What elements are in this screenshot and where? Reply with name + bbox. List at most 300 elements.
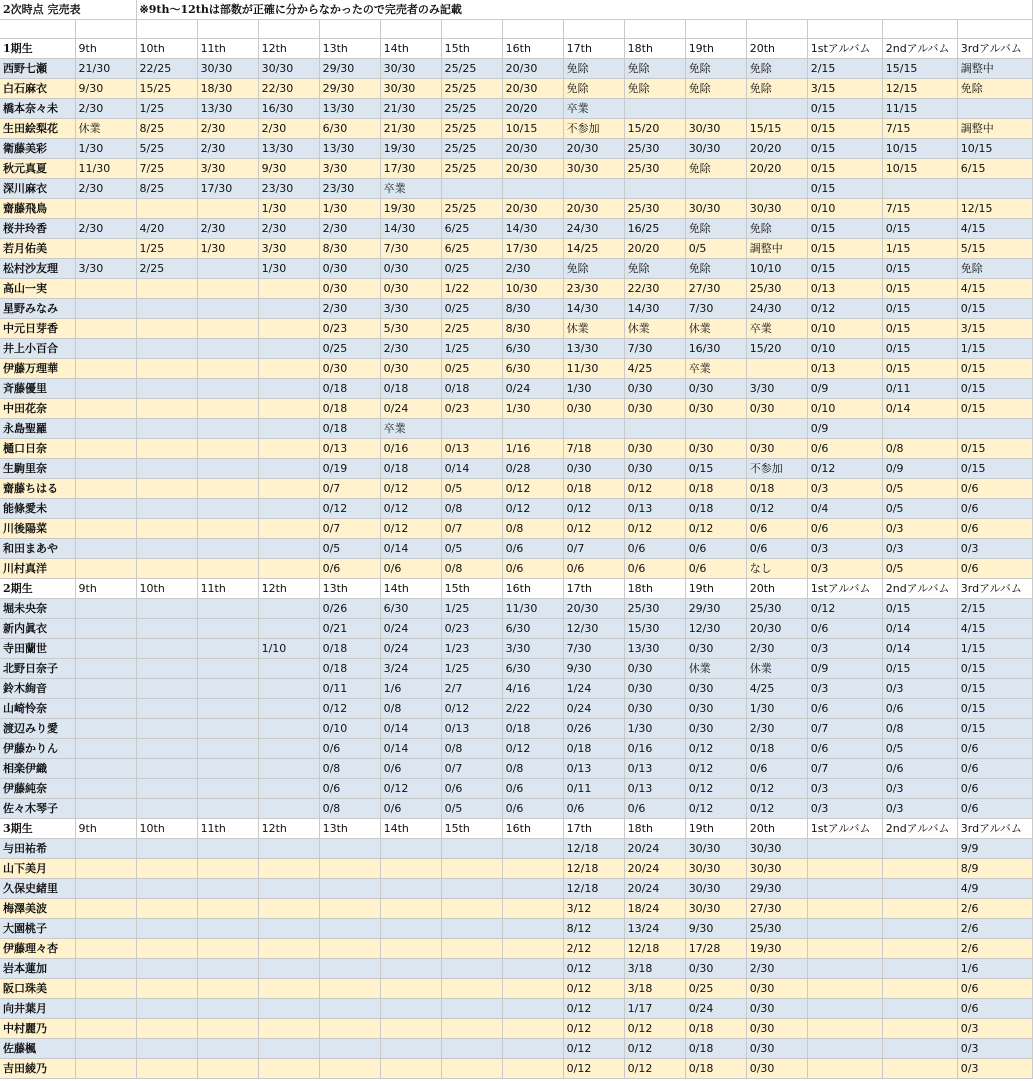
sales-cell[interactable]: [380, 859, 441, 879]
sales-cell[interactable]: 15/15: [882, 59, 957, 79]
sales-cell[interactable]: 休業: [746, 659, 807, 679]
sales-cell[interactable]: 0/6: [957, 559, 1032, 579]
member-name-cell[interactable]: 永島聖羅: [0, 419, 75, 439]
sales-cell[interactable]: 0/6: [746, 759, 807, 779]
sales-cell[interactable]: 0/5: [441, 539, 502, 559]
sales-cell[interactable]: 0/3: [882, 679, 957, 699]
sales-cell[interactable]: [319, 859, 380, 879]
sales-cell[interactable]: 2/30: [502, 259, 563, 279]
column-header[interactable]: 11th: [197, 39, 258, 59]
sales-cell[interactable]: 16/30: [258, 99, 319, 119]
sales-cell[interactable]: 0/6: [380, 759, 441, 779]
sales-cell[interactable]: 11/15: [882, 99, 957, 119]
sales-cell[interactable]: [380, 959, 441, 979]
sales-cell[interactable]: [197, 919, 258, 939]
empty-cell[interactable]: [563, 20, 624, 39]
sales-cell[interactable]: 8/9: [957, 859, 1032, 879]
sales-cell[interactable]: 8/25: [136, 119, 197, 139]
sales-cell[interactable]: 17/30: [197, 179, 258, 199]
sales-cell[interactable]: 0/7: [807, 759, 882, 779]
sales-cell[interactable]: [957, 179, 1032, 199]
sales-cell[interactable]: 免除: [746, 59, 807, 79]
sales-cell[interactable]: 免除: [685, 79, 746, 99]
sales-cell[interactable]: 0/24: [502, 379, 563, 399]
sales-cell[interactable]: 0/6: [441, 779, 502, 799]
sales-cell[interactable]: [807, 979, 882, 999]
empty-cell[interactable]: [136, 20, 197, 39]
sales-cell[interactable]: [882, 979, 957, 999]
member-name-cell[interactable]: 和田まあや: [0, 539, 75, 559]
sales-cell[interactable]: [136, 999, 197, 1019]
sales-cell[interactable]: [75, 839, 136, 859]
sales-cell[interactable]: [75, 619, 136, 639]
sales-cell[interactable]: 0/25: [685, 979, 746, 999]
sales-cell[interactable]: 0/3: [807, 679, 882, 699]
sales-cell[interactable]: 不参加: [746, 459, 807, 479]
sales-cell[interactable]: 0/6: [380, 559, 441, 579]
sales-cell[interactable]: 0/14: [882, 619, 957, 639]
sales-cell[interactable]: [807, 959, 882, 979]
column-header[interactable]: 12th: [258, 579, 319, 599]
sales-cell[interactable]: 0/3: [957, 1019, 1032, 1039]
sales-cell[interactable]: 0/24: [563, 699, 624, 719]
sales-cell[interactable]: 0/12: [380, 499, 441, 519]
sales-cell[interactable]: [197, 419, 258, 439]
sales-cell[interactable]: 25/25: [441, 59, 502, 79]
sales-cell[interactable]: 免除: [624, 79, 685, 99]
sales-cell[interactable]: [380, 939, 441, 959]
column-header[interactable]: 16th: [502, 819, 563, 839]
sales-cell[interactable]: [136, 379, 197, 399]
sales-cell[interactable]: 卒業: [746, 319, 807, 339]
sales-cell[interactable]: [502, 899, 563, 919]
sales-cell[interactable]: 0/6: [502, 559, 563, 579]
sales-cell[interactable]: 0/6: [319, 779, 380, 799]
sales-cell[interactable]: 1/30: [319, 199, 380, 219]
sales-cell[interactable]: 免除: [746, 219, 807, 239]
sales-cell[interactable]: 4/25: [624, 359, 685, 379]
sales-cell[interactable]: 2/15: [957, 599, 1032, 619]
column-header[interactable]: 14th: [380, 579, 441, 599]
sales-cell[interactable]: [75, 299, 136, 319]
column-header[interactable]: 3rdアルバム: [957, 579, 1032, 599]
sales-cell[interactable]: 0/12: [563, 1059, 624, 1079]
member-name-cell[interactable]: 川後陽菜: [0, 519, 75, 539]
sales-cell[interactable]: [75, 439, 136, 459]
sales-cell[interactable]: 9/30: [258, 159, 319, 179]
sales-cell[interactable]: 7/30: [685, 299, 746, 319]
sales-cell[interactable]: 0/12: [746, 499, 807, 519]
sales-cell[interactable]: 30/30: [380, 79, 441, 99]
sales-cell[interactable]: 0/15: [882, 259, 957, 279]
sales-cell[interactable]: 25/30: [624, 599, 685, 619]
sales-cell[interactable]: [136, 399, 197, 419]
member-name-cell[interactable]: 堀未央奈: [0, 599, 75, 619]
sales-cell[interactable]: 0/10: [807, 199, 882, 219]
sales-cell[interactable]: 15/30: [624, 619, 685, 639]
member-name-cell[interactable]: 吉田綾乃: [0, 1059, 75, 1079]
member-name-cell[interactable]: 阪口珠美: [0, 979, 75, 999]
sales-cell[interactable]: 0/18: [319, 659, 380, 679]
sales-cell[interactable]: [75, 459, 136, 479]
sales-cell[interactable]: 0/15: [957, 719, 1032, 739]
sales-cell[interactable]: [75, 899, 136, 919]
sales-cell[interactable]: 17/28: [685, 939, 746, 959]
sales-cell[interactable]: 0/6: [319, 739, 380, 759]
sales-cell[interactable]: 0/3: [882, 519, 957, 539]
sales-cell[interactable]: 0/30: [746, 999, 807, 1019]
empty-cell[interactable]: [319, 20, 380, 39]
sales-cell[interactable]: 0/7: [441, 759, 502, 779]
sales-cell[interactable]: [258, 299, 319, 319]
member-name-cell[interactable]: 山崎怜奈: [0, 699, 75, 719]
sales-cell[interactable]: [258, 519, 319, 539]
sales-cell[interactable]: 0/8: [380, 699, 441, 719]
sales-cell[interactable]: 6/30: [502, 619, 563, 639]
sales-cell[interactable]: 0/3: [882, 799, 957, 819]
sales-cell[interactable]: 0/14: [380, 539, 441, 559]
sales-cell[interactable]: [441, 959, 502, 979]
sales-cell[interactable]: 0/18: [563, 479, 624, 499]
sales-cell[interactable]: 30/30: [258, 59, 319, 79]
sales-cell[interactable]: [258, 599, 319, 619]
sales-cell[interactable]: 5/25: [136, 139, 197, 159]
sales-cell[interactable]: 0/12: [502, 499, 563, 519]
sales-cell[interactable]: [136, 839, 197, 859]
sales-cell[interactable]: 0/24: [685, 999, 746, 1019]
sales-cell[interactable]: [197, 959, 258, 979]
sales-cell[interactable]: 1/25: [136, 239, 197, 259]
sales-cell[interactable]: 0/10: [319, 719, 380, 739]
sales-cell[interactable]: [957, 99, 1032, 119]
empty-cell[interactable]: [685, 20, 746, 39]
sales-cell[interactable]: [319, 839, 380, 859]
sales-cell[interactable]: [136, 1059, 197, 1079]
sales-cell[interactable]: 0/15: [957, 359, 1032, 379]
member-name-cell[interactable]: 伊藤万理華: [0, 359, 75, 379]
sales-cell[interactable]: [75, 699, 136, 719]
sales-cell[interactable]: 免除: [563, 59, 624, 79]
sales-cell[interactable]: 3/30: [319, 159, 380, 179]
sales-cell[interactable]: [319, 979, 380, 999]
sales-cell[interactable]: 3/30: [197, 159, 258, 179]
sales-cell[interactable]: 1/30: [197, 239, 258, 259]
column-header[interactable]: 1stアルバム: [807, 39, 882, 59]
sales-cell[interactable]: [197, 259, 258, 279]
sales-cell[interactable]: 15/20: [624, 119, 685, 139]
sales-cell[interactable]: [75, 499, 136, 519]
sales-cell[interactable]: 0/30: [624, 399, 685, 419]
sales-cell[interactable]: 12/18: [563, 839, 624, 859]
sales-cell[interactable]: 0/18: [380, 459, 441, 479]
empty-cell[interactable]: [502, 20, 563, 39]
sales-cell[interactable]: 0/30: [746, 439, 807, 459]
empty-cell[interactable]: [75, 20, 136, 39]
sales-cell[interactable]: 19/30: [746, 939, 807, 959]
sales-cell[interactable]: 14/30: [380, 219, 441, 239]
sales-cell[interactable]: 1/22: [441, 279, 502, 299]
sales-cell[interactable]: 0/30: [685, 399, 746, 419]
sales-cell[interactable]: 2/25: [441, 319, 502, 339]
sales-cell[interactable]: 16/25: [624, 219, 685, 239]
sales-cell[interactable]: [136, 739, 197, 759]
sales-cell[interactable]: 8/30: [502, 319, 563, 339]
sales-cell[interactable]: [197, 1039, 258, 1059]
sales-cell[interactable]: [258, 959, 319, 979]
sales-cell[interactable]: [75, 859, 136, 879]
sales-cell[interactable]: 4/25: [746, 679, 807, 699]
sales-cell[interactable]: 0/18: [685, 1019, 746, 1039]
column-header[interactable]: 18th: [624, 819, 685, 839]
sales-cell[interactable]: 2/30: [258, 219, 319, 239]
sales-cell[interactable]: [685, 419, 746, 439]
sales-cell[interactable]: 25/25: [441, 159, 502, 179]
member-name-cell[interactable]: 樋口日奈: [0, 439, 75, 459]
sales-cell[interactable]: 8/25: [136, 179, 197, 199]
sales-cell[interactable]: 1/30: [258, 199, 319, 219]
member-name-cell[interactable]: 渡辺みり愛: [0, 719, 75, 739]
sales-cell[interactable]: 2/15: [807, 59, 882, 79]
member-name-cell[interactable]: 伊藤かりん: [0, 739, 75, 759]
sales-cell[interactable]: 0/15: [807, 99, 882, 119]
sales-cell[interactable]: 卒業: [380, 179, 441, 199]
sales-cell[interactable]: 0/10: [807, 339, 882, 359]
sales-cell[interactable]: 30/30: [685, 899, 746, 919]
sales-cell[interactable]: 0/26: [319, 599, 380, 619]
sales-cell[interactable]: [75, 979, 136, 999]
sales-cell[interactable]: 0/15: [957, 659, 1032, 679]
sales-cell[interactable]: 7/30: [563, 639, 624, 659]
sales-cell[interactable]: 7/30: [624, 339, 685, 359]
sales-cell[interactable]: 0/12: [685, 519, 746, 539]
sales-cell[interactable]: [380, 919, 441, 939]
sales-cell[interactable]: 0/23: [441, 619, 502, 639]
column-header[interactable]: 11th: [197, 579, 258, 599]
member-name-cell[interactable]: 斉藤優里: [0, 379, 75, 399]
sales-cell[interactable]: [136, 359, 197, 379]
sales-cell[interactable]: [380, 999, 441, 1019]
sales-cell[interactable]: 0/15: [882, 299, 957, 319]
sales-cell[interactable]: [502, 1019, 563, 1039]
sales-cell[interactable]: 0/7: [563, 539, 624, 559]
sales-cell[interactable]: 0/6: [882, 759, 957, 779]
sales-cell[interactable]: [882, 939, 957, 959]
sales-cell[interactable]: [75, 199, 136, 219]
sales-cell[interactable]: 13/30: [197, 99, 258, 119]
sales-cell[interactable]: 0/30: [380, 359, 441, 379]
sales-cell[interactable]: 3/30: [75, 259, 136, 279]
sales-cell[interactable]: [502, 179, 563, 199]
sales-cell[interactable]: 2/6: [957, 939, 1032, 959]
sales-cell[interactable]: [258, 679, 319, 699]
sales-cell[interactable]: [807, 1019, 882, 1039]
empty-cell[interactable]: [441, 20, 502, 39]
sales-cell[interactable]: 13/30: [258, 139, 319, 159]
empty-cell[interactable]: [957, 20, 1032, 39]
sales-cell[interactable]: 卒業: [685, 359, 746, 379]
sales-cell[interactable]: 11/30: [502, 599, 563, 619]
sales-cell[interactable]: 0/6: [746, 539, 807, 559]
sales-cell[interactable]: [258, 699, 319, 719]
sales-cell[interactable]: [258, 359, 319, 379]
sales-cell[interactable]: なし: [746, 559, 807, 579]
sales-cell[interactable]: 0/21: [319, 619, 380, 639]
sales-cell[interactable]: 0/13: [563, 759, 624, 779]
sales-cell[interactable]: [502, 1039, 563, 1059]
sales-cell[interactable]: 30/30: [197, 59, 258, 79]
sales-cell[interactable]: [197, 759, 258, 779]
sales-cell[interactable]: [75, 1059, 136, 1079]
member-name-cell[interactable]: 川村真洋: [0, 559, 75, 579]
sales-cell[interactable]: 0/5: [882, 499, 957, 519]
sales-cell[interactable]: 10/15: [957, 139, 1032, 159]
sales-cell[interactable]: [258, 1059, 319, 1079]
sales-cell[interactable]: [380, 1059, 441, 1079]
sales-cell[interactable]: 4/15: [957, 279, 1032, 299]
sales-cell[interactable]: 3/30: [258, 239, 319, 259]
sales-cell[interactable]: [197, 1019, 258, 1039]
sales-cell[interactable]: 0/12: [685, 779, 746, 799]
sales-cell[interactable]: 23/30: [258, 179, 319, 199]
sales-cell[interactable]: 23/30: [319, 179, 380, 199]
sales-cell[interactable]: [197, 879, 258, 899]
sales-cell[interactable]: 7/30: [380, 239, 441, 259]
sales-cell[interactable]: [75, 919, 136, 939]
sales-cell[interactable]: [75, 639, 136, 659]
member-name-cell[interactable]: 衛藤美彩: [0, 139, 75, 159]
sales-cell[interactable]: 6/30: [502, 339, 563, 359]
sales-cell[interactable]: 0/30: [685, 639, 746, 659]
sales-cell[interactable]: 30/30: [746, 199, 807, 219]
sales-cell[interactable]: [136, 1019, 197, 1039]
sales-cell[interactable]: 0/9: [882, 459, 957, 479]
sales-cell[interactable]: 0/9: [807, 379, 882, 399]
sales-cell[interactable]: 0/12: [685, 759, 746, 779]
sales-cell[interactable]: 0/13: [441, 719, 502, 739]
sales-cell[interactable]: 10/15: [882, 139, 957, 159]
section-label[interactable]: 2期生: [0, 579, 75, 599]
column-header[interactable]: 19th: [685, 39, 746, 59]
sales-cell[interactable]: 0/18: [319, 399, 380, 419]
empty-cell[interactable]: [807, 20, 882, 39]
member-name-cell[interactable]: 若月佑美: [0, 239, 75, 259]
member-name-cell[interactable]: 相楽伊織: [0, 759, 75, 779]
sales-cell[interactable]: 20/20: [746, 159, 807, 179]
sales-cell[interactable]: 0/30: [319, 259, 380, 279]
sales-cell[interactable]: 8/30: [502, 299, 563, 319]
column-header[interactable]: 19th: [685, 819, 746, 839]
sales-cell[interactable]: [319, 959, 380, 979]
sales-cell[interactable]: 免除: [624, 259, 685, 279]
sales-cell[interactable]: 0/30: [624, 699, 685, 719]
column-header[interactable]: 16th: [502, 39, 563, 59]
sales-cell[interactable]: 2/30: [75, 219, 136, 239]
column-header[interactable]: 2ndアルバム: [882, 579, 957, 599]
section-label[interactable]: 3期生: [0, 819, 75, 839]
sales-cell[interactable]: 29/30: [685, 599, 746, 619]
sales-cell[interactable]: 0/15: [807, 259, 882, 279]
member-name-cell[interactable]: 久保史緒里: [0, 879, 75, 899]
sales-cell[interactable]: 20/24: [624, 839, 685, 859]
member-name-cell[interactable]: 中元日芽香: [0, 319, 75, 339]
sales-cell[interactable]: 12/30: [685, 619, 746, 639]
sales-cell[interactable]: 1/17: [624, 999, 685, 1019]
sales-cell[interactable]: 0/30: [319, 279, 380, 299]
sales-cell[interactable]: [258, 759, 319, 779]
sales-cell[interactable]: [807, 1039, 882, 1059]
sales-cell[interactable]: 0/18: [563, 739, 624, 759]
column-header[interactable]: 18th: [624, 579, 685, 599]
sales-cell[interactable]: 0/18: [685, 1059, 746, 1079]
sales-cell[interactable]: 0/6: [807, 699, 882, 719]
sales-cell[interactable]: [502, 919, 563, 939]
column-header[interactable]: 16th: [502, 579, 563, 599]
sales-cell[interactable]: 4/15: [957, 619, 1032, 639]
sales-cell[interactable]: 20/30: [563, 599, 624, 619]
sales-cell[interactable]: 0/10: [807, 399, 882, 419]
sales-cell[interactable]: 20/24: [624, 879, 685, 899]
sales-cell[interactable]: 0/5: [441, 799, 502, 819]
sales-cell[interactable]: 免除: [624, 59, 685, 79]
sales-cell[interactable]: 0/15: [957, 439, 1032, 459]
sales-cell[interactable]: [136, 459, 197, 479]
sales-cell[interactable]: 0/15: [882, 659, 957, 679]
sales-cell[interactable]: [197, 559, 258, 579]
sales-cell[interactable]: 0/12: [380, 479, 441, 499]
sales-cell[interactable]: [807, 1059, 882, 1079]
sales-cell[interactable]: [258, 439, 319, 459]
sales-cell[interactable]: 0/3: [957, 1059, 1032, 1079]
sales-cell[interactable]: 0/14: [380, 739, 441, 759]
sales-cell[interactable]: 6/25: [441, 219, 502, 239]
sales-cell[interactable]: [197, 799, 258, 819]
member-name-cell[interactable]: 星野みなみ: [0, 299, 75, 319]
sales-cell[interactable]: 27/30: [746, 899, 807, 919]
sales-cell[interactable]: 0/12: [807, 599, 882, 619]
member-name-cell[interactable]: 佐藤楓: [0, 1039, 75, 1059]
sales-cell[interactable]: 10/30: [502, 279, 563, 299]
member-name-cell[interactable]: 秋元真夏: [0, 159, 75, 179]
sales-cell[interactable]: 0/6: [685, 559, 746, 579]
sales-cell[interactable]: 0/30: [563, 399, 624, 419]
sales-cell[interactable]: 16/30: [685, 339, 746, 359]
sales-cell[interactable]: [136, 959, 197, 979]
member-name-cell[interactable]: 井上小百合: [0, 339, 75, 359]
sales-cell[interactable]: 免除: [685, 219, 746, 239]
member-name-cell[interactable]: 能條愛未: [0, 499, 75, 519]
sales-cell[interactable]: 9/30: [75, 79, 136, 99]
sales-cell[interactable]: 18/24: [624, 899, 685, 919]
sales-cell[interactable]: 2/30: [380, 339, 441, 359]
sales-cell[interactable]: 18/30: [197, 79, 258, 99]
sales-cell[interactable]: 9/9: [957, 839, 1032, 859]
sales-cell[interactable]: 2/30: [319, 299, 380, 319]
sales-cell[interactable]: 12/15: [882, 79, 957, 99]
sales-cell[interactable]: 13/30: [319, 139, 380, 159]
section-label[interactable]: 1期生: [0, 39, 75, 59]
sales-cell[interactable]: [75, 999, 136, 1019]
sales-cell[interactable]: 0/6: [746, 519, 807, 539]
sales-cell[interactable]: [75, 659, 136, 679]
sales-cell[interactable]: [258, 979, 319, 999]
sales-cell[interactable]: 0/12: [624, 479, 685, 499]
sales-cell[interactable]: 3/30: [502, 639, 563, 659]
column-header[interactable]: 9th: [75, 819, 136, 839]
sales-cell[interactable]: [75, 319, 136, 339]
sales-cell[interactable]: 0/14: [380, 719, 441, 739]
sales-cell[interactable]: 0/3: [807, 539, 882, 559]
sales-cell[interactable]: 0/4: [807, 499, 882, 519]
